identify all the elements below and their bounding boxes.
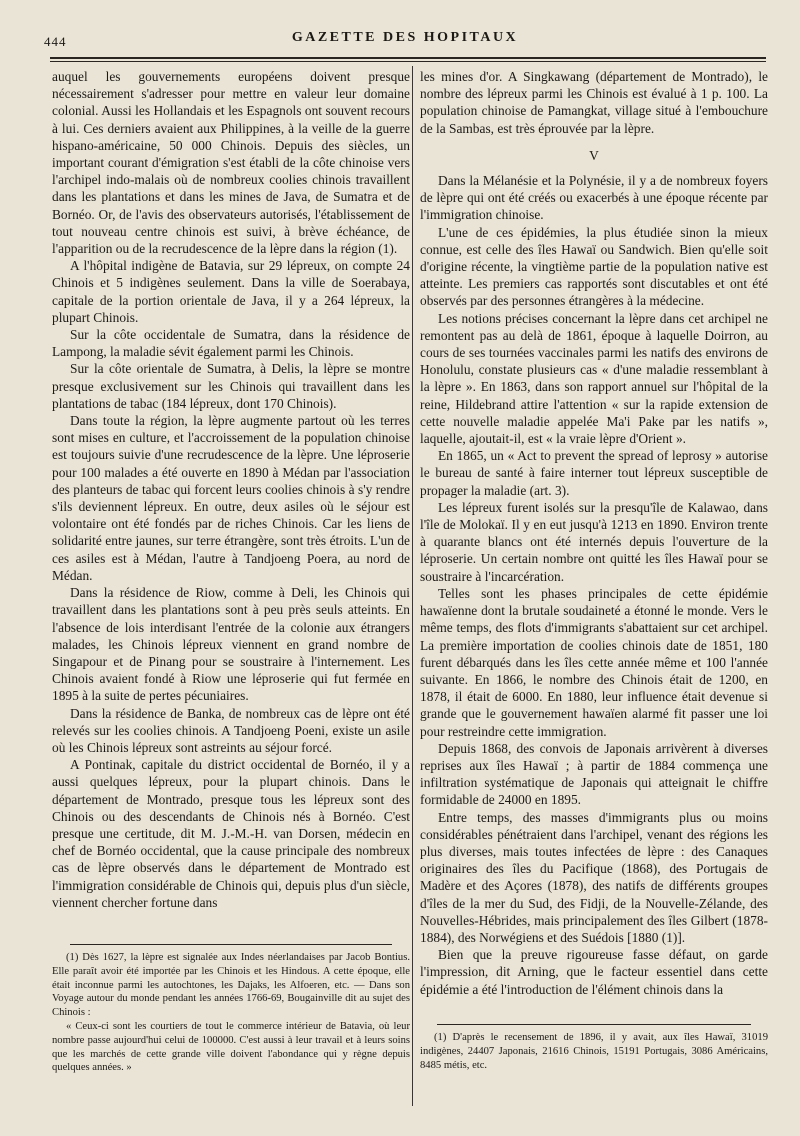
footnotes <box>52 951 410 1075</box>
section-number: V <box>589 147 599 163</box>
paragraph: Dans la résidence de Riow, comme à Deli, les Chinois qui travaillent dans les plantations sont à peu près seuls atteints. En l'absence de lois interdisant l'entrée de la colonie aux étrangers malades, les Chinois lépreux viennent en grand nombre de Singapour et de Pinang pour se soustraire à l'internement. Les Chinois avaient fondé à Riow une léproserie qui fut fermée en 1895 à la suite de pertes pécuniaires. <box>52 585 410 704</box>
footnote-rule <box>437 1024 750 1025</box>
footnote: (1) D'après le recensement de 1896, il y avait, aux îles Hawaï, 31019 indigènes, 24407 Japonais, 21616 Chinois, 15191 Portugais, 3086 Américains, 8485 métis, etc. <box>420 1032 768 1071</box>
right-column <box>420 68 768 1072</box>
page-number: 444 <box>44 34 67 49</box>
footnotes <box>420 1031 768 1072</box>
paragraph: auquel les gouvernements européens doivent presque nécessairement s'adresser pour mettre en valeur leur domaine colonial. Aussi les Hollandais et les Espagnols ont souvent recours à lui. Ces derniers avaient aux Philippines, à la veille de la guerre hispano-américaine, 50 000 Chinois. Depuis des siècles, un important courant d'émigration s'est établi de la côte chinoise vers l'archipel indo-malais où de nombreux coolies chinois travaillent dans les plantations et dans les mines de Java, de Sumatra et de Bornéo. Or, de l'avis des observateurs autorisés, l'établissement de tout nouveau centre chinois est suivi, à brève échéance, de l'apparition ou de la recrudescence de la lèpre dans la région (1). <box>52 69 410 257</box>
footnote: « Ceux-ci sont les courtiers de tout le commerce intérieur de Batavia, où leur nombre passe aujourd'hui celui de 100000. C'est aussi à leur travail et à leurs soins que les marchés de cette grande ville doivent l'abondance qui y règne depuis quelques années. » <box>52 1020 410 1074</box>
paragraph: Telles sont les phases principales de cette épidémie hawaïenne dont la brutale soudaineté a étonné le monde. Vers le même temps, des flots d'immigrants s'abattaient sur cet archipel. La première importation de coolies chinois date de 1851, 180 furent débarqués dans les îles cette année même et 100 l'année suivante. En 1866, le nombre des Chinois était de 1200, en 1878, il était de 6000. En 1880, leur influence était devenue si grande que le gouvernement hawaïen alarmé fit passer une loi pour restreindre cette immigration. <box>420 585 768 739</box>
paragraph: Dans toute la région, la lèpre augmente partout où les terres sont mises en culture, et l'accroissement de la population chinoise est toujours suivie d'une recrudescence de la lèpre. Une léproserie pour 100 malades a été ouverte en 1890 à Médan par l'association des planteurs de tabac qui forcent leurs coolies chinois à s'y rendre s'ils deviennent lépreux. En outre, deux asiles où le séjour est volontaire ont été fondés par de riches Chinois. Car les liens de solidarité entre jaunes, sur terre étrangère, sont très étroits. L'un de ces asiles est à Médan, l'autre à Tandjoeng Poera, au nord de Médan. <box>52 413 410 583</box>
page-header <box>40 28 770 50</box>
column-divider <box>412 66 413 1106</box>
paragraph: Dans la Mélanésie et la Polynésie, il y a de nombreux foyers de lèpre qui ont été créés ou exacerbés à une époque récente par l'immigration chinoise. <box>420 173 768 223</box>
paragraph: A Pontinak, capitale du district occidental de Bornéo, il y a aussi quelques lépreux, pour la plupart chinois. Dans le département de Montrado, presque tous les lépreux sont des Chinois ou des descendants de Chinois nés à Bornéo. C'est presque une certitude, dit M. J.-M.-H. van Dorsen, médecin en chef de Bornéo occidental, que la cause principale des nombreux cas de lèpre observés dans le département de Montrado est l'immigration considérable de Chinois qui, depuis plus d'un siècle, viennent chercher fortune dans <box>52 757 410 910</box>
right-column-body <box>420 68 768 1016</box>
paragraph: Depuis 1868, des convois de Japonais arrivèrent à diverses reprises aux îles Hawaï ; à partir de 1884 commença une infiltration systématique de Japonais qui atteignait le chiffre formidable de 24000 en 1895. <box>420 740 768 808</box>
header-rule-thin <box>50 61 766 62</box>
paragraph: Les lépreux furent isolés sur la presqu'île de Kalawao, dans l'île de Molokaï. Il y en eut jusqu'à 1213 en 1890. Environ trente à quarante blancs ont été internés depuis l'ouverture de la léproserie. Un certain nombre ont quitté les îles Hawaï pour se soustraire à l'incarcération. <box>420 499 768 584</box>
paragraph: Sur la côte occidentale de Sumatra, dans la résidence de Lampong, la maladie sévit également parmi les Chinois. <box>52 327 410 360</box>
paragraph: L'une de ces épidémies, la plus étudiée sinon la mieux connue, est celle des îles Hawaï ou Sandwich. Bien qu'elle soit d'origine récente, la vingtième partie de la population native est atteinte. Les premiers cas rapportés sont discutables et ont été observés par des personnes étrangères à la médecine. <box>420 224 768 309</box>
paragraph: Dans la résidence de Banka, de nombreux cas de lèpre ont été relevés sur les coolies chinois. A Tandjoeng Poeni, existe un asile où les Chinois lépreux sont astreints au séjour forcé. <box>52 705 410 755</box>
paragraph: les mines d'or. A Singkawang (département de Montrado), le nombre des lépreux parmi les Chinois est évalué à 1 p. 100. La population chinoise de Pamangkat, village situé à l'embouchure de la Sambas, est très éprouvée par la lèpre. <box>420 69 768 136</box>
paragraph: Entre temps, des masses d'immigrants plus ou moins considérables pénétraient dans l'archipel, venant des régions les plus diverses, mais toutes infectées de lèpre : des Canaques originaires des îles du Pacifique (1868), des Portugais de Madère et des Açores (1878), des natifs de différents groupes d'îles de la mer du Sud, des Fidji, de la Nouvelle-Zélande, des Nouvelles-Hébrides, mais principalement des îles Gilbert (1878-1884), des Norwégiens et des Suédois [1880 (1)]. <box>420 809 768 945</box>
paragraph: A l'hôpital indigène de Batavia, sur 29 lépreux, on compte 24 Chinois et 5 indigènes seulement. Dans la ville de Soerabaya, capitale de la portion orientale de Java, il y a 264 lépreux, la plupart Chinois. <box>52 258 410 325</box>
paragraph: En 1865, un « Act to prevent the spread of leprosy » autorise le bureau de santé à faire interner tout lépreux susceptible de propager la maladie (art. 3). <box>420 448 768 498</box>
footnote: (1) Dès 1627, la lèpre est signalée aux Indes néerlandaises par Jacob Bontius. Elle paraît avoir été importée par les Chinois et les Hindous. A cette époque, elle était inconnue parmi les autochtones, les Dajaks, les Alfoeren, etc. — Dans son Voyage autour du monde pendant les années 1766-69, Bougainville dit au sujet des Chinois : <box>52 952 410 1019</box>
paragraph: Sur la côte orientale de Sumatra, à Delis, la lèpre se montre presque exclusivement sur les Chinois qui travaillent dans les plantations de tabac (184 lépreux, dont 170 Chinois). <box>52 361 410 411</box>
left-column-body <box>52 68 410 936</box>
footnote-rule <box>70 944 392 945</box>
header-rule <box>50 57 766 59</box>
paragraph: Bien que la preuve rigoureuse fasse défaut, on garde l'impression, dit Arning, que le facteur essentiel dans cette épidémie a été l'introduction de l'élément chinois dans la <box>420 947 768 997</box>
paragraph: Les notions précises concernant la lèpre dans cet archipel ne remontent pas au delà de 1861, époque à laquelle Doirron, au cours de ses tournées vaccinales parmi les natifs des environs de Honolulu, constate plusieurs cas « d'une maladie ressemblant à la lèpre ». En 1863, dans son rapport annuel sur l'hôpital de la reine, Hildebrand attire l'attention « sur la rapide extension de cette nouvelle maladie appelée Ma'i Pake par les natifs », laquelle, ajoutait-il, est « la vraie lèpre d'Orient ». <box>420 310 768 447</box>
left-column <box>52 68 410 1075</box>
running-title: GAZETTE DES HOPITAUX <box>291 30 519 45</box>
